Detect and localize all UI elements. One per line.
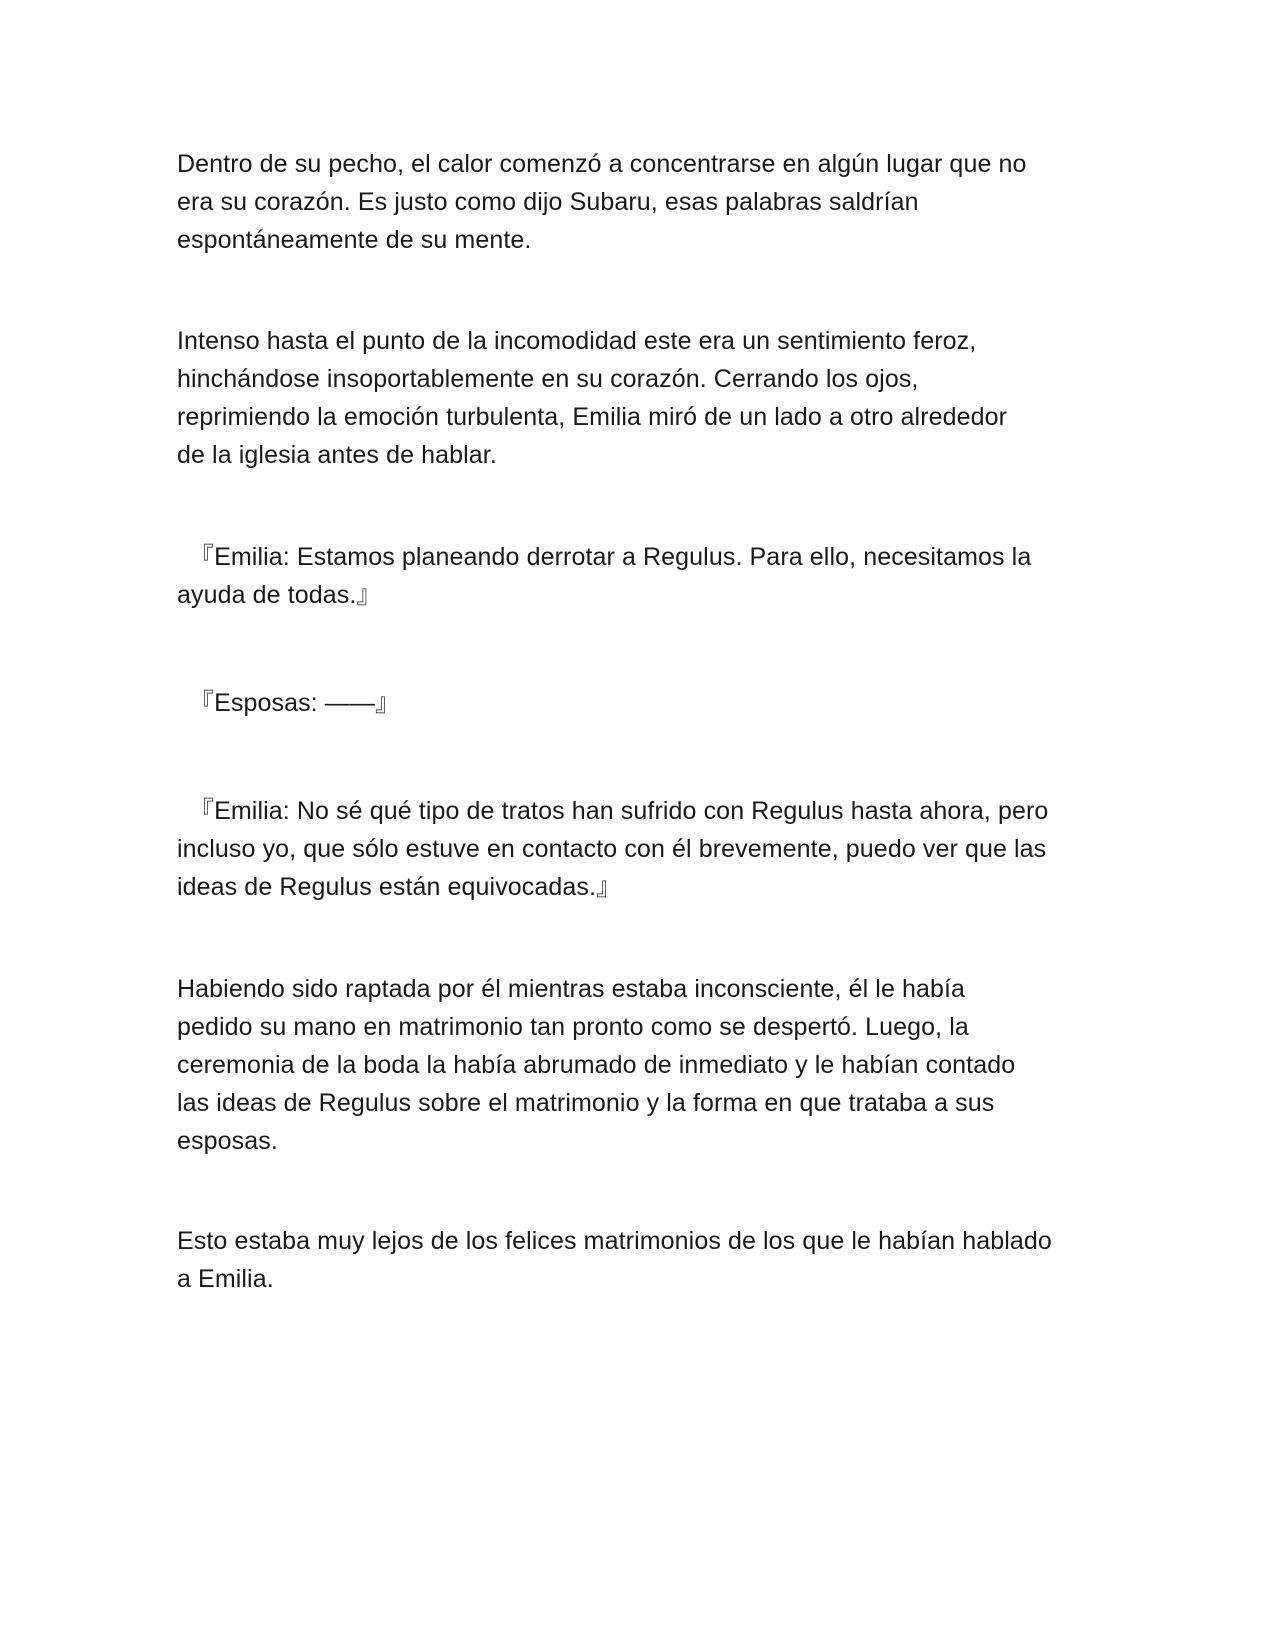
text-line: esposas. bbox=[177, 1127, 278, 1155]
text-line: espontáneamente de su mente. bbox=[177, 226, 532, 254]
text-line: 『Emilia: Estamos planeando derrotar a Regulus. Para ello, necesitamos la bbox=[189, 543, 1032, 571]
text-line: incluso yo, que sólo estuve en contacto con él brevemente, puedo ver que las bbox=[177, 835, 1047, 863]
paragraph-7 bbox=[177, 1222, 1097, 1298]
text-line: de la iglesia antes de hablar. bbox=[177, 441, 497, 469]
text-line: 『Esposas: ——』 bbox=[189, 689, 401, 717]
text-line: Esto estaba muy lejos de los felices matrimonios de los que le habían hablado bbox=[177, 1227, 1052, 1255]
paragraph-1 bbox=[177, 145, 1097, 259]
text-line: las ideas de Regulus sobre el matrimonio y la forma en que trataba a sus bbox=[177, 1089, 995, 1117]
paragraph-2 bbox=[177, 322, 1097, 474]
dialogue-esposas bbox=[177, 684, 1097, 722]
text-line: pedido su mano en matrimonio tan pronto como se despertó. Luego, la bbox=[177, 1013, 969, 1041]
text-line: ideas de Regulus están equivocadas.』 bbox=[177, 873, 622, 901]
text-line: a Emilia. bbox=[177, 1265, 274, 1293]
text-line: Intenso hasta el punto de la incomodidad este era un sentimiento feroz, bbox=[177, 327, 977, 355]
text-line: reprimiendo la emoción turbulenta, Emilia miró de un lado a otro alrededor bbox=[177, 403, 1008, 431]
text-line: Dentro de su pecho, el calor comenzó a concentrarse en algún lugar que no bbox=[177, 150, 1027, 178]
text-line: Habiendo sido raptada por él mientras estaba inconsciente, él le había bbox=[177, 975, 966, 1003]
text-line: ceremonia de la boda la había abrumado de inmediato y le habían contado bbox=[177, 1051, 1016, 1079]
text-line: 『Emilia: No sé qué tipo de tratos han sufrido con Regulus hasta ahora, pero bbox=[189, 797, 1049, 825]
paragraph-6 bbox=[177, 970, 1097, 1160]
text-line: hinchándose insoportablemente en su corazón. Cerrando los ojos, bbox=[177, 365, 919, 393]
text-line: ayuda de todas.』 bbox=[177, 581, 382, 609]
dialogue-emilia-2 bbox=[177, 792, 1097, 906]
dialogue-emilia-1 bbox=[177, 538, 1097, 614]
text-line: era su corazón. Es justo como dijo Subaru, esas palabras saldrían bbox=[177, 188, 919, 216]
